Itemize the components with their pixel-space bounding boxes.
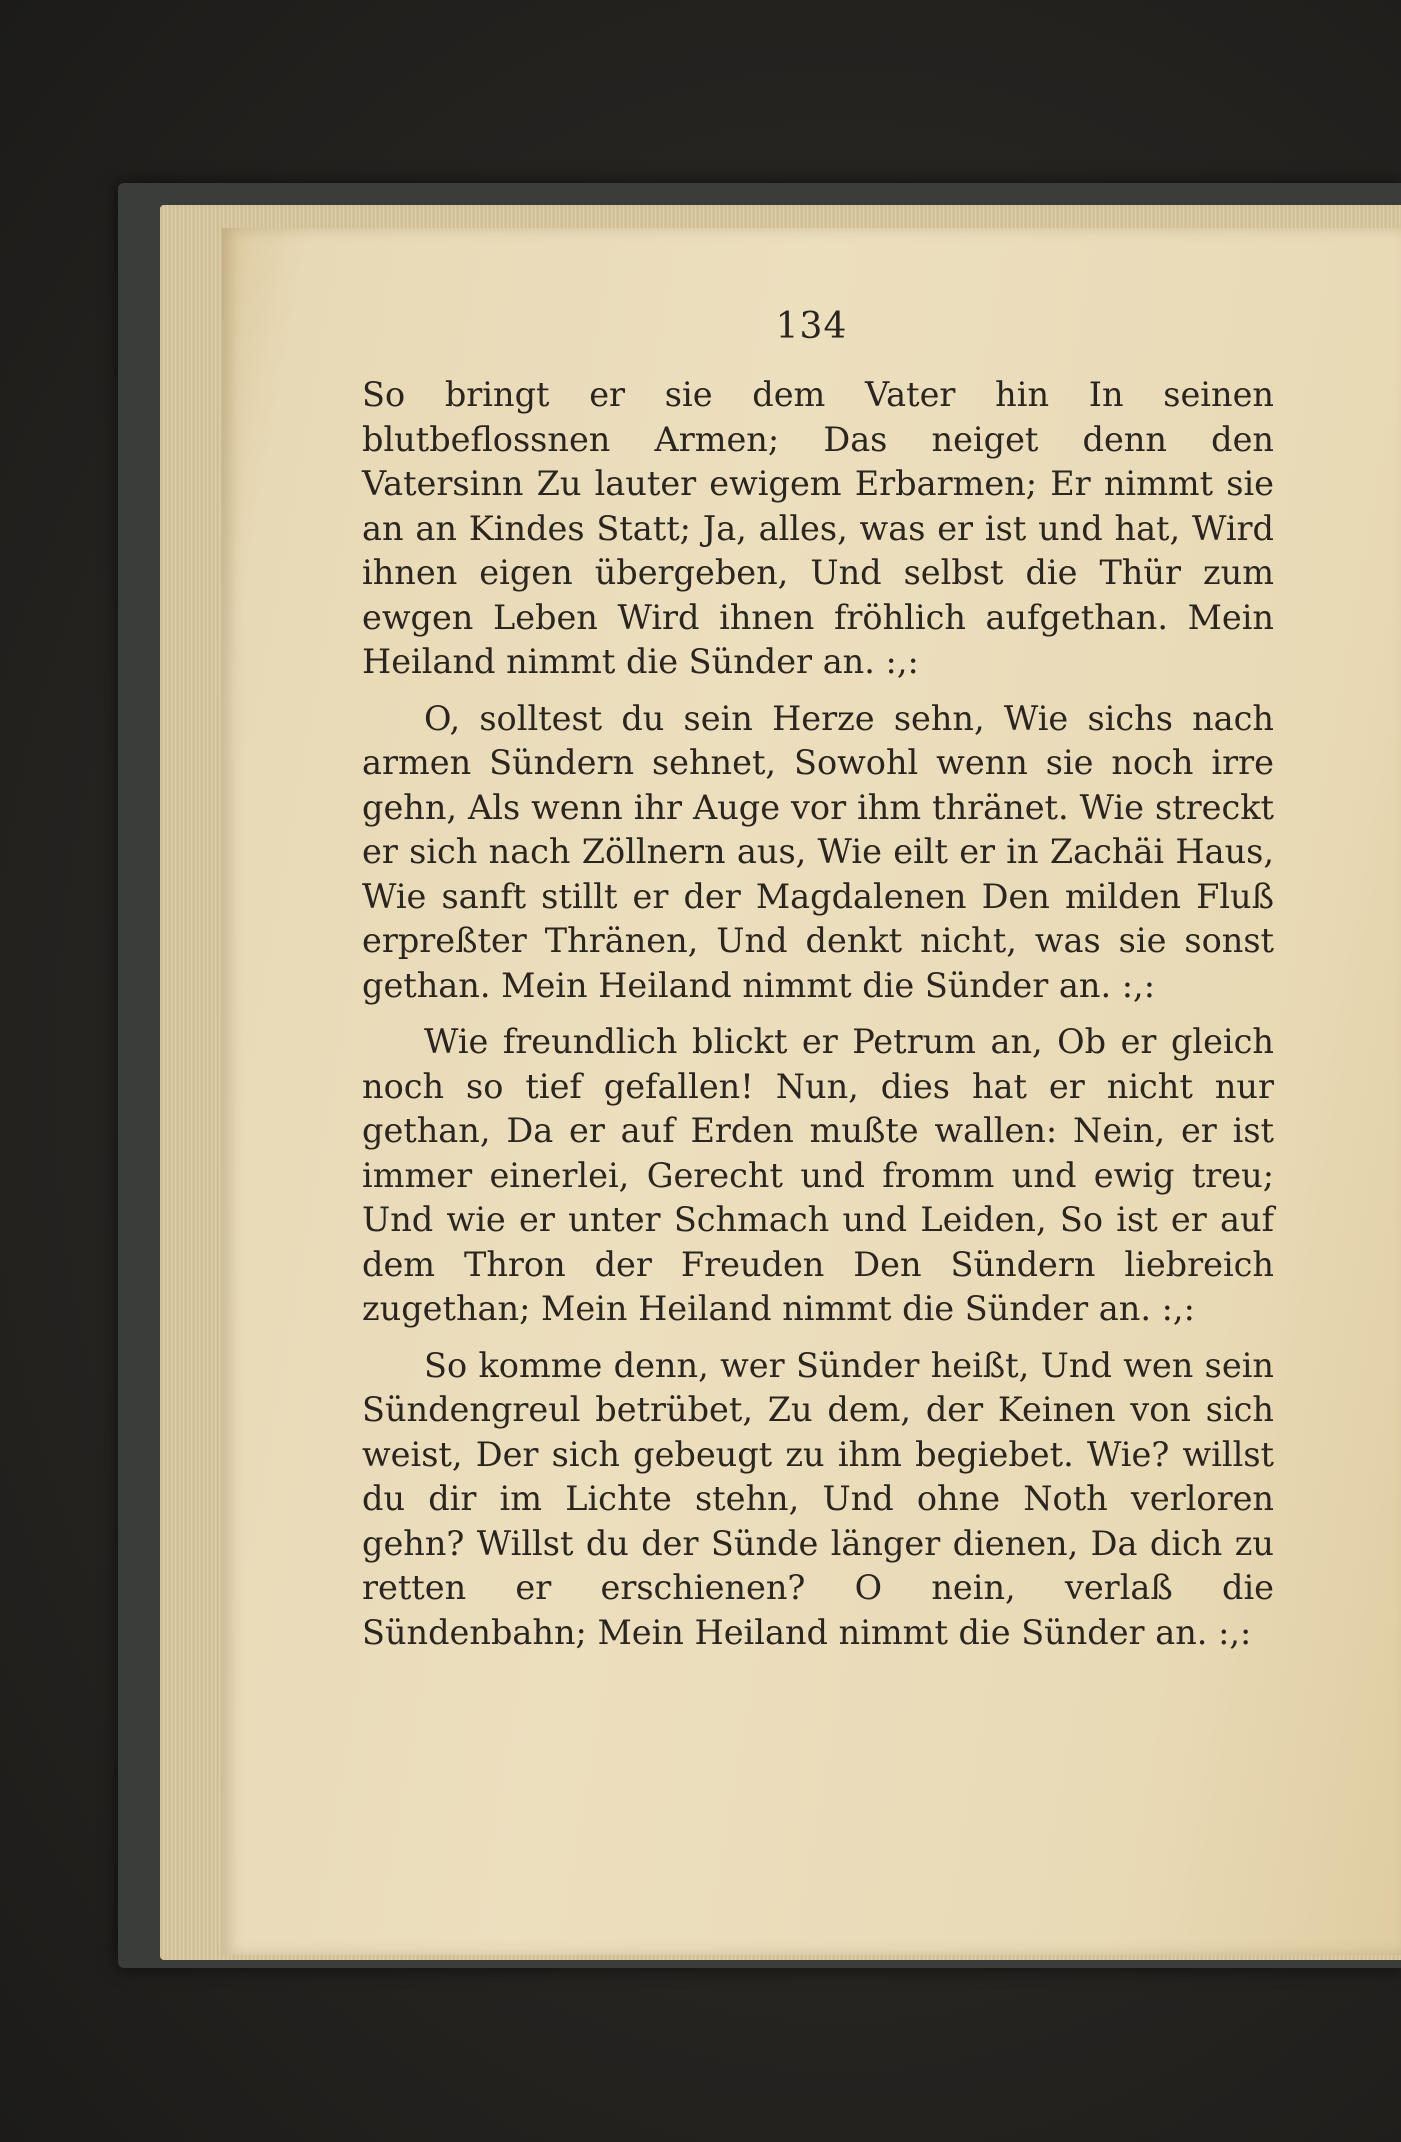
stanza-2: O, solltest du sein Herze sehn, Wie sichs nach armen Sündern sehnet, Sowohl wenn sie noch irre gehn, Als wenn ihr Auge vor ihm thränet. Wie streckt er sich nach Zöllnern aus, Wie eilt er in Zachäi Haus, Wie sanft stillt er der Magdalenen Den milden Fluß erpreßter Thränen, Und denkt nicht, was sie sonst gethan. Mein Heiland nimmt die Sünder an. :,:	[362, 698, 1274, 1005]
stanza-1: So bringt er sie dem Vater hin In seinen blutbeflossnen Armen; Das neiget denn den Vatersinn Zu lauter ewigem Erbarmen; Er nimmt sie an an Kindes Statt; Ja, alles, was er ist und hat, Wird ihnen eigen übergeben, Und selbst die Thür zum ewgen Leben Wird ihnen fröhlich aufgethan. Mein Heiland nimmt die Sünder an. :,:	[362, 375, 1274, 681]
stanza-3: Wie freundlich blickt er Petrum an, Ob er gleich noch so tief gefallen! Nun, dies hat er nicht nur gethan, Da er auf Erden mußte wallen: Nein, er ist immer einerlei, Gerecht und fromm und ewig treu; Und wie er unter Schmach und Leiden, So ist er auf dem Thron der Freuden Den Sündern liebreich zugethan; Mein Heiland nimmt die Sünder an. :,:	[362, 1022, 1274, 1328]
page-number: 134	[775, 306, 848, 347]
book-page	[222, 228, 1401, 1955]
stanza-4: So komme denn, wer Sünder heißt, Und wen sein Sündengreul betrübet, Zu dem, der Keinen von sich weist, Der sich gebeugt zu ihm begiebet. Wie? willst du dir im Lichte stehn, Und ohne Noth verloren gehn? Willst du der Sünde länger dienen, Da dich zu retten er erschienen? O nein, verlaß die Sündenbahn; Mein Heiland nimmt die Sünder an. :,:	[362, 1345, 1274, 1652]
hymn-text	[362, 373, 1274, 1667]
